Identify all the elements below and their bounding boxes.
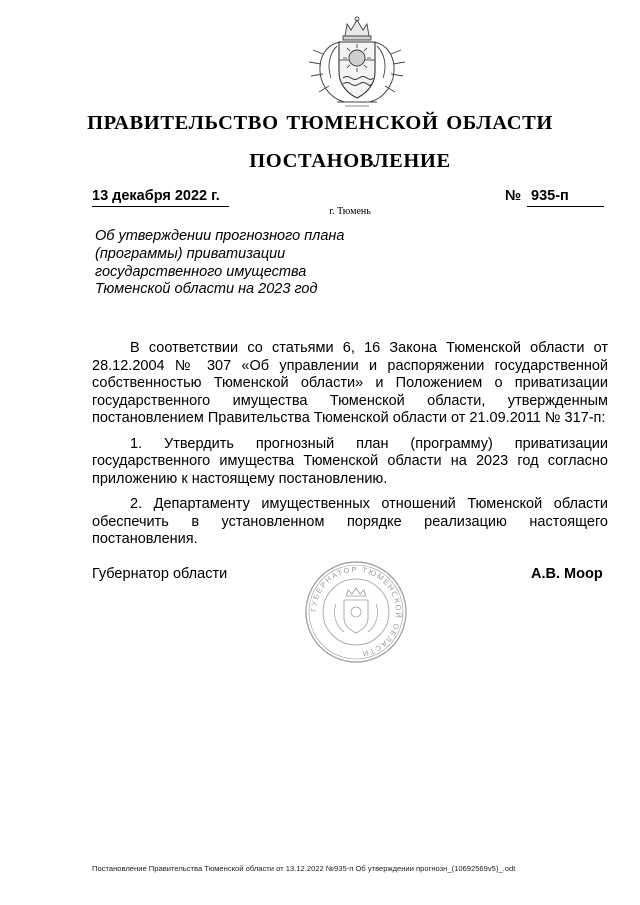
subject-line: Тюменской области на 2023 год [95, 281, 318, 298]
subject-line: (программы) приватизации [95, 245, 286, 262]
document-number: 935-п [527, 188, 604, 207]
subject-line: Об утверждении прогнозного плана [95, 228, 345, 244]
subject-line: государственного имущества [95, 263, 307, 280]
body-paragraph-item-1: 1. Утвердить прогнозный план (программу) приватизации государственного имущества Тюменской области на 2023 год согласно приложению к настоящему постановлению. [92, 435, 608, 487]
signer-position: Губернатор области [92, 566, 228, 582]
government-title: ПРАВИТЕЛЬСТВО ТЮМЕНСКОЙ ОБЛАСТИ [87, 112, 553, 134]
document-body [92, 340, 608, 557]
seal-text: ГУБЕРНАТОР ТЮМЕНСКОЙ ОБЛАСТИ [308, 564, 404, 659]
document-city: г. Тюмень [329, 206, 371, 217]
coat-of-arms-icon [301, 14, 413, 110]
signer-name: А.В. Моор [531, 566, 603, 582]
body-paragraph-preamble: В соответствии со статьями 6, 16 Закона Тюменской области от 28.12.2004 № 307 «Об управлении и распоряжении государственной собственностью Тюменской области» и Положением о приватизации государственного имущества Тюменской области, утвержденным постановлением Правительства Тюменской области от 21.09.2011 № 317-п: [92, 340, 608, 426]
document-type-title: ПОСТАНОВЛЕНИЕ [249, 150, 451, 172]
document-subject [95, 228, 395, 299]
document-date: 13 декабря 2022 г. [92, 188, 229, 207]
document-number-label: № [505, 188, 522, 204]
document-footer: Постановление Правительства Тюменской области от 13.12.2022 №935-п Об утверждении прогнозн_(10692569v5)_.odt [92, 864, 516, 873]
body-paragraph-item-2: 2. Департаменту имущественных отношений Тюменской области обеспечить в установленном порядке реализацию настоящего постановления. [92, 496, 608, 547]
official-seal-icon [304, 560, 408, 664]
